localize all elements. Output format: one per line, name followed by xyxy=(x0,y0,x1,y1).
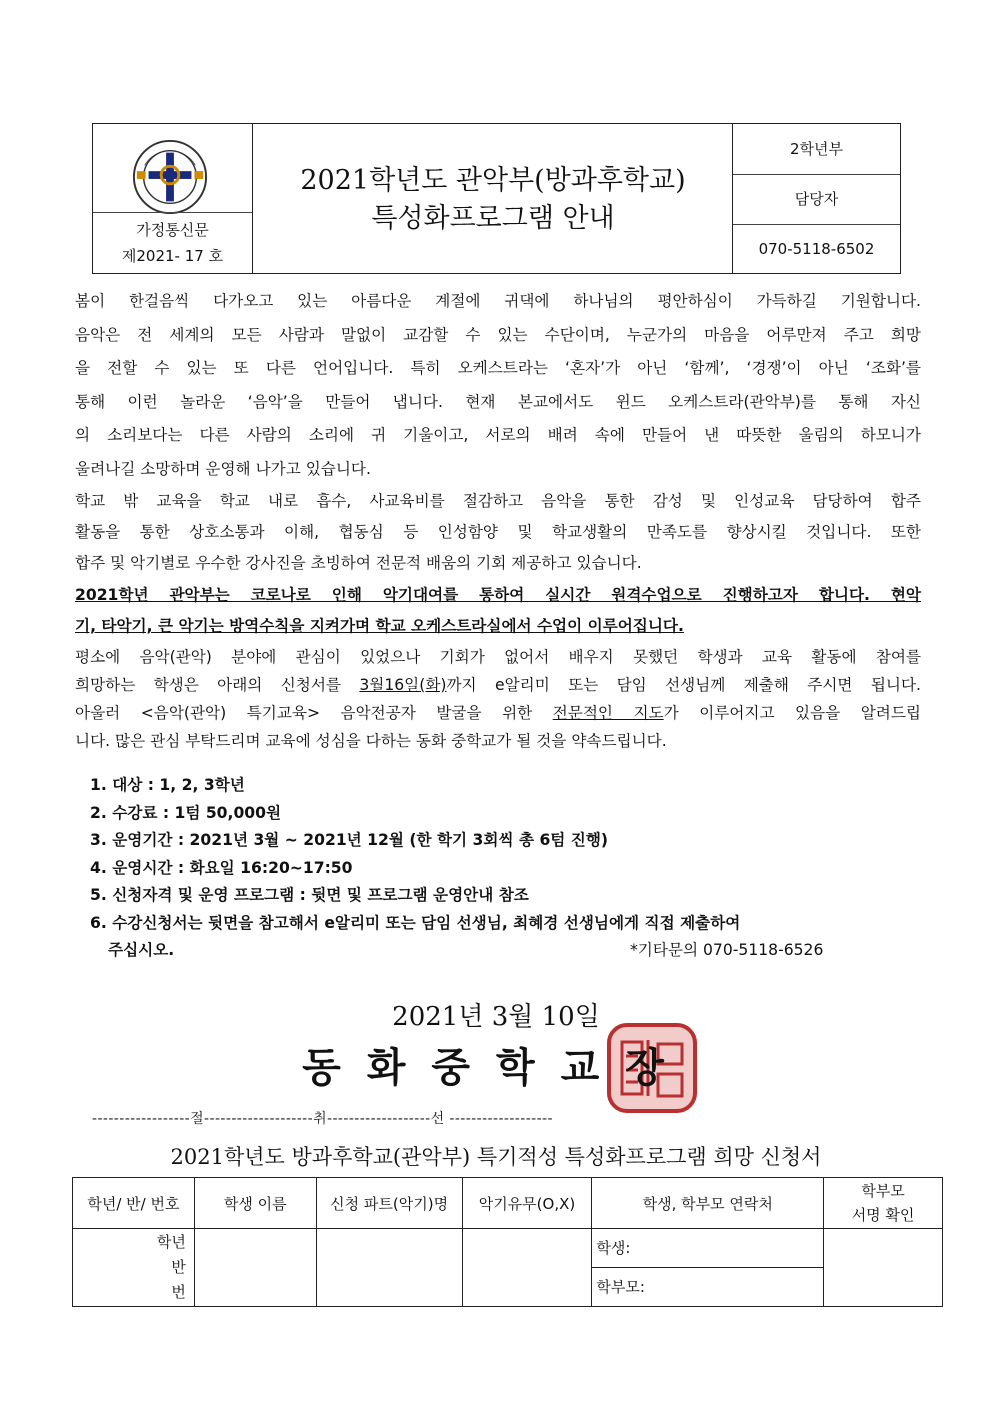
header-student-name: 학생 이름 xyxy=(194,1178,316,1229)
school-logo-icon xyxy=(131,138,209,216)
notice-type: 가정통신문 xyxy=(136,221,209,239)
text-segment: 가 이루어지고 있음을 알려드립 xyxy=(663,704,921,722)
text-line: 평소에 음악(관악) 분야에 관심이 있었으나 기회가 없어서 배우지 못했던 학생과 교육 활동에 참여를 xyxy=(75,648,921,666)
contact-person: 담당자 xyxy=(733,174,900,225)
form-title: 2021학년도 방과후학교(관악부) 특기적성 특성화프로그램 희망 신청서 xyxy=(170,1145,822,1169)
header-parent-signature xyxy=(824,1178,943,1229)
paragraph-covid-notice xyxy=(75,580,921,642)
list-item: 4. 운영시간 : 화요일 16:20~17:50 xyxy=(90,858,353,877)
text-line: 의 소리보다는 다른 사람의 소리에 귀 기울이고, 서로의 배려 속에 만들어 낸 따뜻한 울림의 하모니가 xyxy=(75,426,921,444)
paragraph-intro xyxy=(75,285,921,486)
instrument-owned-cell[interactable] xyxy=(462,1229,592,1307)
list-item: 6. 수강신청서는 뒷면을 참고해서 e알리미 또는 담임 선생님, 최혜경 선생님에게 직접 제출하여 xyxy=(90,913,741,932)
info-list xyxy=(90,772,890,938)
header-right-cell xyxy=(732,124,900,273)
contact-phone: 070-5118-6502 xyxy=(758,240,875,258)
notice-number: 제2021- 17 호 xyxy=(121,247,224,265)
header-left-cell xyxy=(93,124,253,273)
header-grade-class-number: 학년/ 반/ 번호 xyxy=(73,1178,195,1229)
list-item: 1. 대상 : 1, 2, 3학년 xyxy=(90,776,245,794)
text-segment: 희망하는 학생은 아래의 신청서를 xyxy=(75,676,360,694)
text-line: 학교 밖 교육을 학교 내로 흡수, 사교육비를 절감하고 음악을 통한 감성 및 인성교육 담당하여 합주 xyxy=(75,492,921,510)
list-item-continuation: 주십시오. xyxy=(108,941,175,959)
list-item: 2. 수강료 : 1텀 50,000원 xyxy=(90,803,282,822)
student-name-cell[interactable] xyxy=(194,1229,316,1307)
department: 2학년부 xyxy=(733,124,900,175)
instrument-part-cell[interactable] xyxy=(316,1229,462,1307)
text-line: 통해 이런 놀라운 ‘음악’을 만들어 냅니다. 현재 본교에서도 윈드 오케스트라(관악부)를 통해 자신 xyxy=(75,392,921,411)
deadline-date: 3월16일(화) xyxy=(359,676,447,694)
page-title xyxy=(253,124,733,273)
text-line: 2021학년 관악부는 코로나로 인해 악기대여를 통하여 실시간 원격수업으로 진행하고자 합니다. 현악 xyxy=(75,586,921,604)
header-signature-label: 서명 확인 xyxy=(851,1206,915,1224)
grade-label: 학년 xyxy=(156,1233,186,1251)
list-item: 3. 운영기간 : 2021년 3월 ~ 2021년 12월 (한 학기 3회씩 총 6텀 진행) xyxy=(90,831,609,850)
text-line: 을 전할 수 있는 또 다른 언어입니다. 특히 오케스트라는 ‘혼자’가 아닌 ‘함께’, ‘경쟁’이 아닌 ‘조화’를 xyxy=(75,359,921,377)
notice-info xyxy=(93,212,252,273)
grade-class-number-cell[interactable] xyxy=(73,1229,195,1307)
header-box xyxy=(92,123,901,274)
highlight-text: 전문적인 지도 xyxy=(552,704,664,722)
text-line xyxy=(75,671,921,699)
text-line: 니다. 많은 관심 부탁드리며 교육에 성심을 다하는 동화 중학교가 될 것을 약속드립니다. xyxy=(75,732,667,750)
title-line-2: 특성화프로그램 안내 xyxy=(371,203,615,234)
table-header-row xyxy=(73,1178,943,1229)
parent-signature-cell[interactable] xyxy=(824,1229,943,1307)
header-instrument-part: 신청 파트(악기)명 xyxy=(316,1178,462,1229)
issue-date: 2021년 3월 10일 xyxy=(392,1002,600,1032)
table-row xyxy=(73,1229,943,1307)
text-segment: 아울러 <음악(관악) 특기교육> 음악전공자 발굴을 위한 xyxy=(75,704,553,722)
text-segment: 까지 e알리미 또는 담임 선생님께 제출해 주시면 됩니다. xyxy=(446,676,921,694)
header-instrument-owned: 악기유무(O,X) xyxy=(462,1178,592,1229)
header-parent-label: 학부모 xyxy=(861,1182,905,1200)
text-line: 봄이 한걸음씩 다가오고 있는 아름다운 계절에 귀댁에 하나님의 평안하심이 가득하길 기원합니다. xyxy=(75,292,921,310)
text-line: 합주 및 악기별로 우수한 강사진을 초빙하여 전문적 배움의 기회 제공하고 있습니다. xyxy=(75,554,642,572)
number-label: 번 xyxy=(171,1283,186,1301)
application-table xyxy=(72,1177,943,1307)
header-contact: 학생, 학부모 연락처 xyxy=(592,1178,824,1229)
contact-cell xyxy=(592,1229,824,1307)
text-line xyxy=(75,699,921,727)
text-line: 음악은 전 세계의 모든 사람과 말없이 교감할 수 있는 수단이며, 누군가의 마음을 어루만져 주고 희망 xyxy=(75,325,921,344)
text-line: 기, 타악기, 큰 악기는 방역수칙을 지켜가며 학교 오케스트라실에서 수업이 이루어집니다. xyxy=(75,617,684,635)
paragraph-purpose xyxy=(75,486,921,579)
parent-contact-field[interactable]: 학부모: xyxy=(596,1278,645,1296)
title-line-1: 2021학년도 관악부(방과후학교) xyxy=(300,165,686,196)
text-line: 활동을 통한 상호소통과 이해, 협동심 등 인성함양 및 학교생활의 만족도를 향상시킬 것입니다. 또한 xyxy=(75,523,921,541)
text-line: 울려나길 소망하며 운영해 나가고 있습니다. xyxy=(75,459,371,478)
paragraph-application xyxy=(75,643,921,755)
other-inquiry: *기타문의 070-5118-6526 xyxy=(630,941,824,959)
cut-line: ------------------절--------------------취-------------------선 ------------------- xyxy=(92,1111,553,1127)
principal-signature: 동화중학교장 xyxy=(302,1044,690,1091)
student-contact-field[interactable]: 학생: xyxy=(592,1229,823,1268)
list-item: 5. 신청자격 및 운영 프로그램 : 뒷면 및 프로그램 운영안내 참조 xyxy=(90,886,529,905)
class-label: 반 xyxy=(171,1258,186,1276)
